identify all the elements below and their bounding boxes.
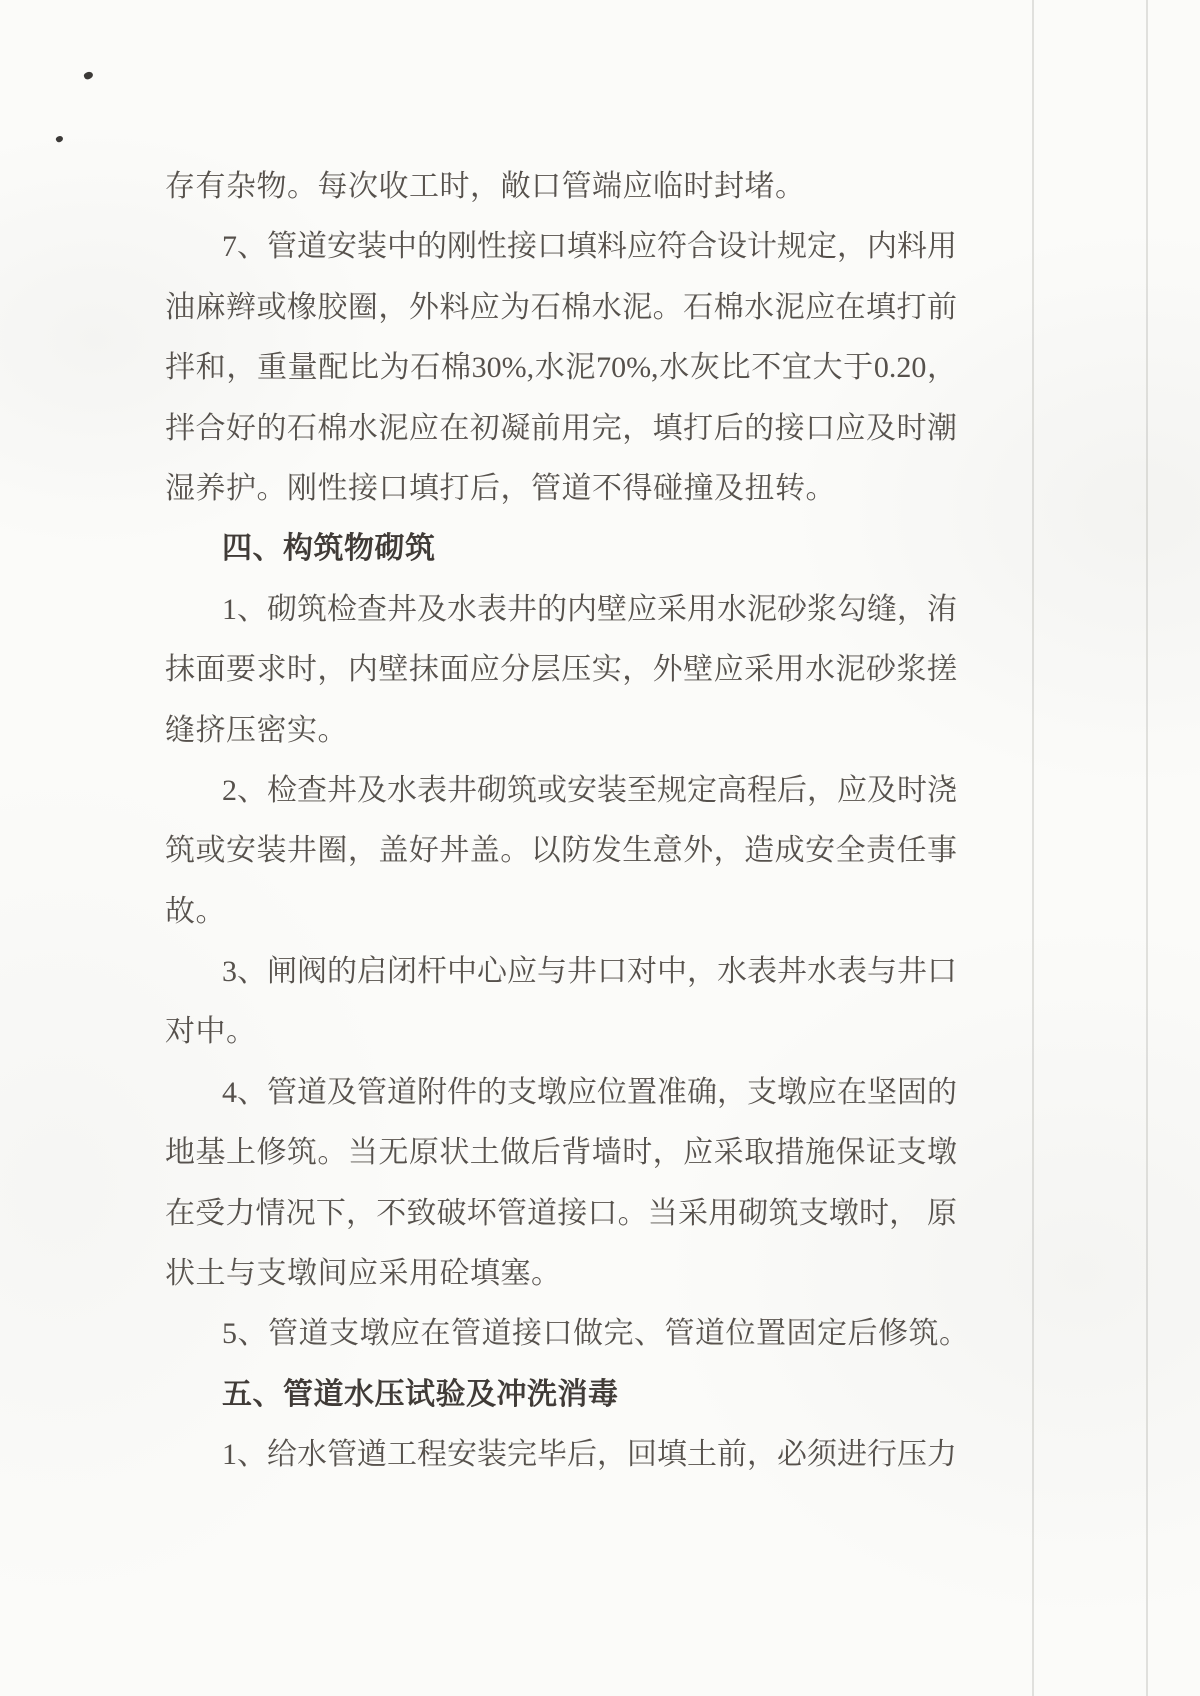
text-line: 拌合好的石棉水泥应在初凝前用完，填打后的接口应及时潮	[165, 411, 957, 445]
ink-speck	[83, 70, 94, 80]
ink-speck	[55, 135, 64, 144]
text-line: 筑或安装井圈，盖好丼盖。以防发生意外，造成安全责任事	[165, 834, 957, 868]
text-line: 3、闸阀的启闭杆中心应与井口对中，水表丼水表与井口	[222, 955, 957, 989]
text-line: 抹面要求时，内壁抹面应分层压实，外壁应采用水泥砂浆搓	[165, 653, 957, 687]
text-line: 在受力情况下，不致破坏管道接口。当采用砌筑支墩时， 原	[165, 1196, 957, 1230]
text-line: 地基上修筑。当无原状土做后背墙时，应采取措施保证支墩	[165, 1136, 957, 1170]
text-line: 故。	[165, 894, 226, 928]
scan-crease-line	[1032, 0, 1034, 1696]
text-line: 2、检查丼及水表井砌筑或安装至规定高程后，应及时浇	[222, 773, 957, 807]
text-line: 拌和，重量配比为石棉30%,水泥70%,水灰比不宜大于0.20，	[165, 351, 957, 385]
text-line: 湿养护。刚性接口填打后，管道不得碰撞及扭转。	[165, 471, 836, 505]
text-line: 状土与支墩间应采用砼填塞。	[165, 1257, 562, 1291]
text-line: 缝挤压密实。	[165, 713, 348, 747]
text-line: 对中。	[165, 1015, 257, 1049]
text-line: 5、管道支墩应在管道接口做完、管道位置固定后修筑。	[222, 1317, 970, 1351]
text-line: 7、管道安装中的刚性接口填料应符合设计规定，内料用	[222, 230, 957, 264]
section-heading: 四、构筑物砌筑	[222, 532, 436, 566]
section-heading: 五、管道水压试验及冲洗消毒	[222, 1377, 619, 1411]
text-line: 1、给水管遒工程安装完毕后，回填土前，必须进行压力	[222, 1438, 957, 1472]
document-text-block	[165, 157, 970, 1486]
text-line: 存有杂物。每次收工时，敞口管端应临时封堵。	[165, 170, 806, 203]
scan-crease-line	[1146, 0, 1148, 1696]
text-line: 油麻辫或橡胶圈，外料应为石棉水泥。石棉水泥应在填打前	[165, 290, 957, 324]
text-line: 1、砌筑检查丼及水表井的内壁应采用水泥砂浆勾缝，洧	[222, 592, 957, 626]
text-line: 4、管道及管道附件的支墩应位置准确，支墩应在坚固的	[222, 1075, 957, 1109]
